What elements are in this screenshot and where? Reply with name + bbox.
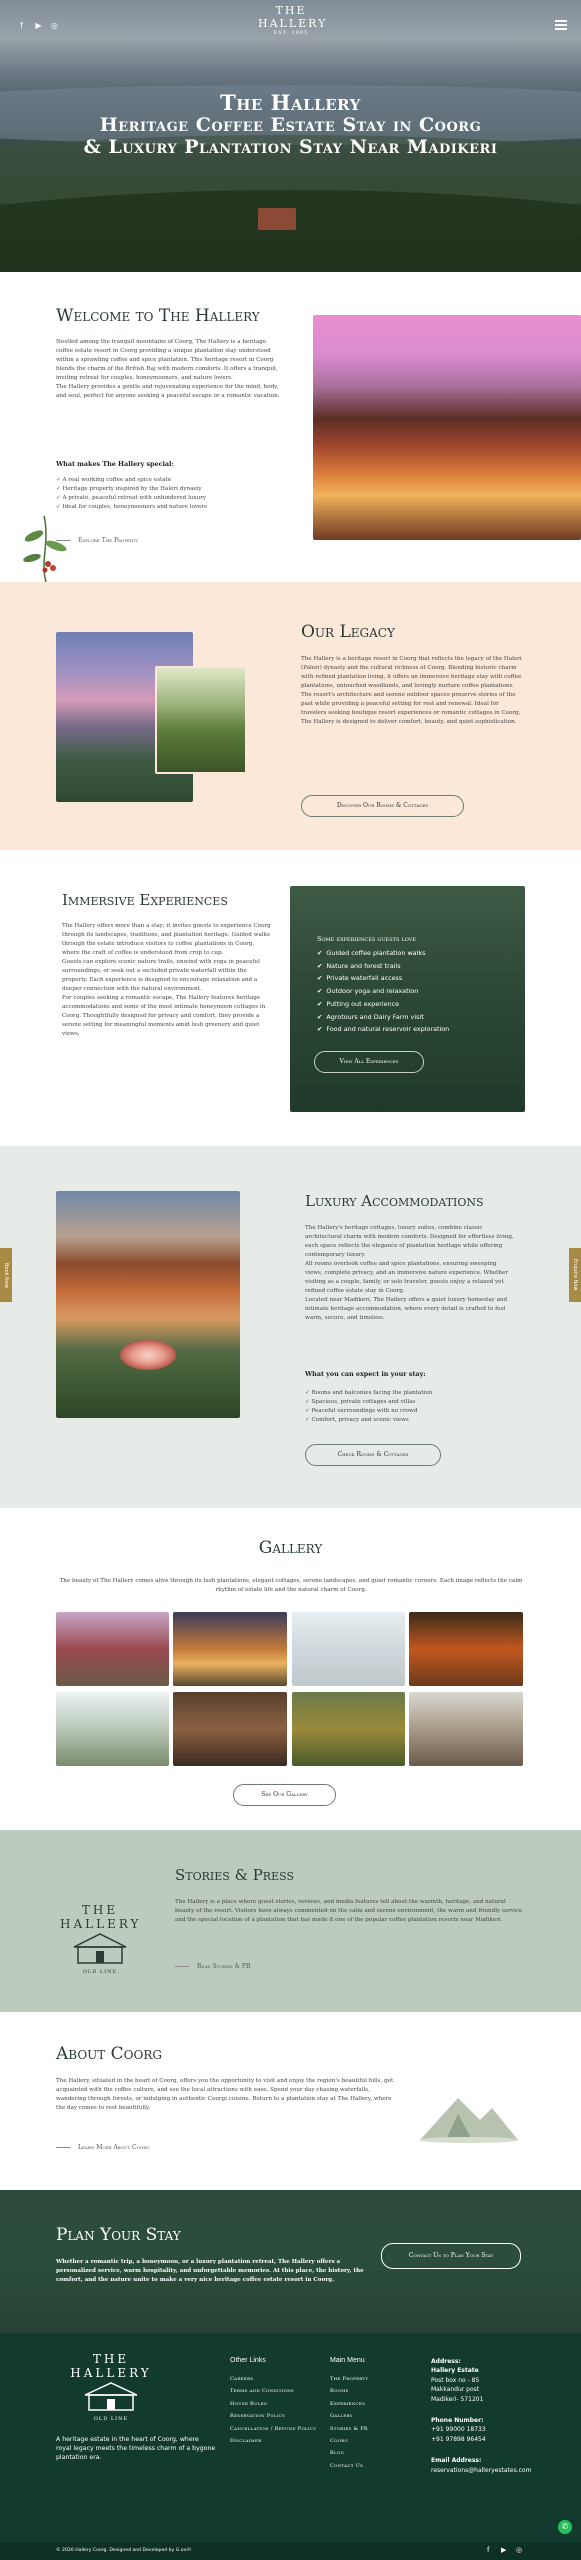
logo-subtext: EST. 1885	[273, 30, 309, 36]
accommodations-list	[305, 1389, 515, 1425]
logo-subtext: OLD LINE	[82, 1969, 118, 1975]
accommodations-title: Luxury Accommodations	[305, 1192, 484, 1210]
copyright-text: © 2026 Hallery Coorg. Designed and Developed by G.ovrll	[56, 2548, 191, 2553]
list-item: ✔ Agrotours and Dairy Farm visit	[317, 1011, 449, 1024]
learn-coorg-link[interactable]: Learn More About Coorg	[56, 2144, 149, 2151]
list-item: ✓ Peaceful surroundings with no crowd	[305, 1407, 515, 1416]
welcome-list	[56, 476, 276, 512]
footer-logo[interactable]	[56, 2352, 166, 2422]
book-now-tab[interactable]: Book Now	[0, 1248, 12, 1302]
instagram-icon[interactable]: ◎	[516, 2546, 523, 2554]
see-gallery-button[interactable]: See Our Gallery	[233, 1784, 336, 1806]
stories-title: Stories & Press	[175, 1866, 294, 1884]
footer-link[interactable]: Contact Us	[330, 2462, 364, 2469]
youtube-icon[interactable]: ▶	[501, 2546, 507, 2554]
stories-logo	[60, 1903, 140, 1973]
phone-link[interactable]: +91 97898 96454	[431, 2435, 486, 2443]
list-item: ✓ A private, peaceful retreat with unhindered luxury	[56, 494, 276, 503]
mountain-illustration	[418, 2090, 520, 2144]
footer-tagline: A heritage estate in the heart of Coorg, where royal legacy meets the timeless charm of a bygone plantation era.	[56, 2436, 216, 2461]
gallery-image[interactable]	[409, 1692, 523, 1766]
other-links-heading: Other Links	[230, 2357, 266, 2364]
list-item: ✔ Guided coffee plantation walks	[317, 947, 449, 960]
phone-link[interactable]: +91 99000 18733	[431, 2426, 486, 2434]
list-item: ✓ Heritage property inspired by the Haleri dynasty	[56, 485, 276, 494]
footer-link[interactable]: Coorg	[330, 2438, 349, 2445]
accommodations-subhead: What you can expect in your stay:	[305, 1370, 426, 1378]
read-stories-link[interactable]: Read Stories & PR	[175, 1963, 250, 1970]
hero-building	[258, 208, 296, 230]
list-item: ✓ Comfort, privacy and scenic views	[305, 1416, 515, 1425]
phone-heading: Phone Number:	[431, 2417, 484, 2425]
hero-section	[0, 0, 581, 272]
footer-link[interactable]: Disclaimer	[230, 2438, 262, 2445]
welcome-subhead: What makes The Hallery special:	[56, 460, 174, 468]
footer-link[interactable]: Reservation Policy	[230, 2413, 286, 2420]
gallery-image[interactable]	[173, 1692, 287, 1766]
welcome-text: Nestled among the tranquil mountains of Coorg, The Hallery is a heritage coffee estate resort in Coorg providing a unique plantation stay understood within a sprawling coffee and spice plantation. This heritage resort in Coorg blends the charm of the British Raj with modern comforts. It offers a tranquil, inviting retreat for couples, honeymooners, and nature lovers. The Hallery provides a gentle and rejuvenating experience for the mind, body, and soul, perfect for anyone seeking a peaceful escape or a romantic vacation.	[56, 339, 280, 399]
experiences-box	[290, 886, 525, 1112]
gallery-image[interactable]	[56, 1692, 169, 1766]
list-item: ✔ Nature and forest trails	[317, 960, 449, 973]
address-line: Post box no - 85	[431, 2376, 480, 2384]
whatsapp-icon[interactable]: ✆	[558, 2520, 572, 2534]
footer-link[interactable]: Stories & PR	[330, 2425, 368, 2432]
explore-property-link[interactable]: Explore The Property	[56, 537, 138, 544]
plan-text: Whether a romantic trip, a honeymoon, or a luxury plantation retreat, The Hallery offers a personalized service, warm hospitality, and unforgettable memories. At this place, the history, the comfort, and the nature unite to make a very nice heritage coffee estate resort in Coorg.	[56, 2259, 364, 2283]
immersive-title: Immersive Experiences	[62, 891, 228, 909]
list-item: ✓ A real working coffee and spice estate	[56, 476, 276, 485]
footer-link[interactable]: Careers	[230, 2376, 254, 2382]
address-heading: Address:	[431, 2358, 461, 2365]
legacy-title: Our Legacy	[301, 622, 395, 642]
list-item: ✓ Rooms and balconies facing the plantation	[305, 1389, 515, 1398]
discover-rooms-button[interactable]: Discover Our Rooms & Cottages	[301, 795, 464, 817]
facebook-icon[interactable]: f	[20, 21, 23, 30]
legacy-text: The Hallery is a heritage resort in Coorg that reflects the legacy of the Haleri (Paleri) dynasty and the cultural richness of Coorg. Blending historic charm with refined plantation living, it offers an immersive heritage stay with coffee plantations, untouched woodlands, and lovingly nurture coffee plantations. The resort's architecture and serene outdoor spaces preserve stories of the past while providing a peaceful setting for rest and renewal. Ideal for travelers seeking boutique resort experiences or romantic cottages in Coorg, The Hallery is designed to deliver comfort, beauty, and quiet sophistication.	[301, 656, 522, 725]
address-line: Hallery Estate	[431, 2367, 479, 2375]
list-item: ✔ Food and natural reservoir exploration	[317, 1023, 449, 1036]
hero-title: The Hallery Heritage Coffee Estate Stay in Coorg & Luxury Plantation Stay Near Madikeri	[83, 90, 498, 158]
view-experiences-button[interactable]: View All Experiences	[314, 1051, 424, 1073]
list-item: ✓ Ideal for couples, honeymooners and nature lovers	[56, 503, 276, 512]
contact-plan-button[interactable]: Contact Us to Plan Your Stay	[381, 2243, 521, 2269]
gallery-image[interactable]	[292, 1612, 405, 1686]
immersive-text: The Hallery offers more than a stay; it invites guests to experience Coorg through its landscapes, traditions, and plantation heritage. Guided walks through the estate introduce visitors to coffee plantations in Coorg, where the craft of coffee is understood from crop to cup. Guests can explore scenic nature trails, unwind with yoga in peaceful surroundings, or seek out a secluded private waterfall within the property. Each experience is designed to encourage relaxation and a deeper connection with the natural environment. For couples seeking a romantic escape, The Hallery features heritage accommodations and some of the most intimate honeymoon cottages in Coorg. Thoughtfully designed for privacy and comfort, they provide a serene setting for meaningful moments amid lush greenery and quiet views.	[62, 923, 271, 1037]
header-logo[interactable]	[258, 4, 328, 38]
main-menu-list	[330, 2373, 368, 2472]
facebook-icon[interactable]: f	[487, 2546, 490, 2554]
experiences-box-title: Some experiences guests love	[317, 935, 417, 943]
footer-link[interactable]: Rooms	[330, 2388, 349, 2395]
gallery-image[interactable]	[292, 1692, 405, 1766]
gallery-image[interactable]	[409, 1612, 523, 1686]
about-text: The Hallery, situated in the heart of Coorg, offers you the opportunity to visit and enjoy the region's beautiful hills, get acquainted with the coffee culture, and see the local attractions with ease. Spend your day chasing waterfalls, wandering through forests, or indulging in authentic Coorgi cuisine. Return to a plantation stay at The Hallery, where the day comes to rest beautifully.	[56, 2078, 394, 2111]
fountain-shape	[120, 1340, 176, 1370]
accommodations-image	[56, 1191, 240, 1418]
about-title: About Coorg	[56, 2044, 162, 2064]
email-heading: Email Address:	[431, 2457, 482, 2465]
footer-link[interactable]: Cancellation / Refund Policy	[230, 2425, 317, 2432]
coffee-plant-illustration	[20, 506, 72, 582]
hamburger-menu-icon[interactable]	[555, 20, 567, 30]
footer-contact	[431, 2357, 556, 2475]
youtube-icon[interactable]: ▶	[35, 21, 42, 30]
stories-text: The Hallery is a place where guest stories, reviews, and media features tell about the warmth, heritage, and natural beauty of the resort. Visitors have always commented on the calm and serene environment, the warm and friendly service and the special location of a plantation that has made it one of the popular coffee plantation resorts near Madikeri.	[175, 1899, 523, 1923]
logo-subtext: OLD LINE	[93, 2416, 129, 2422]
other-links-list	[230, 2373, 316, 2447]
welcome-image	[313, 315, 581, 540]
instagram-icon[interactable]: ◎	[51, 21, 58, 30]
experiences-list	[317, 947, 449, 1036]
list-item: ✓ Spacious, private cottages and villas	[305, 1398, 515, 1407]
footer-link[interactable]: House Rules	[230, 2400, 268, 2407]
logo-text: THE HALLERY	[60, 1903, 142, 1931]
footer-link[interactable]: Blog	[330, 2450, 345, 2457]
logo-text: THE HALLERY	[70, 2352, 152, 2380]
footer-link[interactable]: Gallery	[330, 2413, 353, 2420]
main-menu-heading: Main Menu	[330, 2357, 365, 2364]
list-item: ✔ Putting out experience	[317, 998, 449, 1011]
estate-house-icon	[81, 2380, 141, 2412]
list-item: ✔ Outdoor yoga and relaxation	[317, 985, 449, 998]
accommodations-text: The Hallery's heritage cottages, luxury suites, combine classic architectural charm with modern comforts. Designed for effortless living, each space reflects the elegance of plantation heritage while offering contemporary luxury. All rooms overlook coffee and spice plantations, ensuring sweeping views, complete privacy, and an immersive nature experience. Whether visiting as a couple, family, or solo traveler, guests enjoy a relaxed yet refined coffee estate stay in Coorg. Located near Madikeri, The Hallery offers a quiet luxury homestay and intimate heritage accommodation, where every detail is crafted to feel warm, secure, and timeless.	[305, 1225, 514, 1321]
enquire-now-tab[interactable]: Enquire Now	[569, 1248, 581, 1302]
check-rooms-button[interactable]: Check Rooms & Cottages	[305, 1444, 441, 1466]
footer-link[interactable]: Experiences	[330, 2400, 366, 2407]
gallery-image[interactable]	[56, 1612, 169, 1686]
footer-link[interactable]: The Property	[330, 2376, 369, 2382]
plan-title: Plan Your Stay	[56, 2225, 181, 2245]
welcome-title: Welcome to The Hallery	[56, 306, 260, 326]
email-link[interactable]: reservations@halleryestates.com	[431, 2466, 532, 2474]
gallery-image[interactable]	[173, 1612, 287, 1686]
address-line: Madikeri- 571201	[431, 2395, 484, 2403]
list-item: ✔ Private waterfall access	[317, 972, 449, 985]
logo-text: THE HALLERY	[258, 4, 328, 30]
address-line: Makkandur post	[431, 2386, 480, 2394]
legacy-image-resort	[155, 666, 247, 774]
footer-link[interactable]: Terms and Conditions	[230, 2388, 295, 2395]
gallery-text: The beauty of The Hallery comes alive through its lush plantations, elegant cottages, serene landscapes, and quiet romantic corners. Each image reflects the calm rhythm of estate life and the natural charm of Coorg.	[59, 1578, 523, 1593]
gallery-title: Gallery	[258, 1538, 323, 1558]
estate-house-icon	[70, 1931, 130, 1965]
